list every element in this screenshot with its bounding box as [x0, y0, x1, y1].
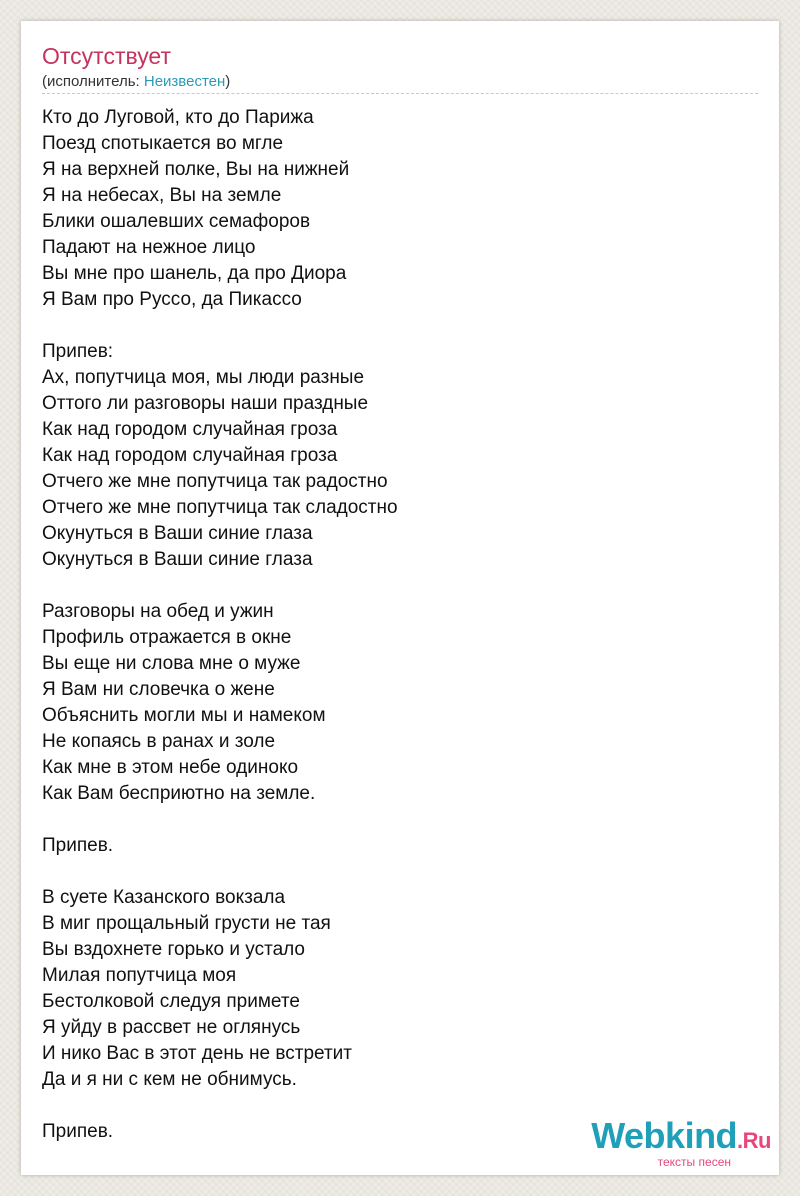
lyrics-line: Припев: — [42, 341, 114, 362]
lyrics-line: Не копаясь в ранах и золе — [42, 731, 276, 752]
lyrics-line: В миг прощальный грусти не тая — [42, 913, 331, 934]
lyrics-line: Вы еще ни слова мне о муже — [42, 653, 301, 674]
song-title: Отсутствует — [42, 43, 171, 69]
lyrics-body — [42, 105, 758, 1145]
lyrics-line: Я Вам про Руссо, да Пикассо — [42, 289, 302, 310]
site-logo[interactable] — [571, 1115, 771, 1171]
lyrics-line: Я на небесах, Вы на земле — [42, 185, 282, 206]
artist-line — [42, 73, 230, 90]
lyrics-line: Как над городом случайная гроза — [42, 419, 338, 440]
lyrics-line: Оттого ли разговоры наши праздные — [42, 393, 369, 414]
lyrics-line: Как мне в этом небе одиноко — [42, 757, 299, 778]
lyrics-line: Падают на нежное лицо — [42, 237, 256, 258]
lyrics-line: Окунуться в Ваши синие глаза — [42, 523, 313, 544]
logo-text — [591, 1115, 771, 1157]
lyrics-line: Милая попутчица моя — [42, 965, 237, 986]
lyrics-line: Припев. — [42, 835, 114, 856]
lyrics-blank-line — [42, 859, 758, 885]
lyrics-line: В суете Казанского вокзала — [42, 887, 286, 908]
lyrics-line: Отчего же мне попутчица так радостно — [42, 471, 388, 492]
lyrics-line: Отчего же мне попутчица так сладостно — [42, 497, 398, 518]
artist-link[interactable]: Неизвестен — [143, 73, 226, 90]
lyrics-line: Да и я ни с кем не обнимусь. — [42, 1069, 297, 1090]
lyrics-line: Ах, попутчица моя, мы люди разные — [42, 367, 365, 388]
title-divider — [42, 93, 758, 94]
lyrics-line: Блики ошалевших семафоров — [42, 211, 311, 232]
lyrics-line: Как над городом случайная гроза — [42, 445, 338, 466]
lyrics-line: Я уйду в рассвет не оглянусь — [42, 1017, 301, 1038]
lyrics-blank-line — [42, 807, 758, 833]
lyrics-line: Я Вам ни словечка о жене — [42, 679, 275, 700]
lyrics-line: Профиль отражается в окне — [42, 627, 292, 648]
lyrics-line: Разговоры на обед и ужин — [42, 601, 274, 622]
artist-suffix: ) — [225, 73, 231, 90]
lyrics-line: Вы мне про шанель, да про Диора — [42, 263, 347, 284]
lyrics-line: Кто до Луговой, кто до Парижа — [42, 107, 314, 128]
artist-prefix: (исполнитель: — [42, 73, 144, 90]
lyrics-blank-line — [42, 573, 758, 599]
logo-word: Webkind — [591, 1115, 738, 1156]
lyrics-line: Вы вздохнете горько и устало — [42, 939, 306, 960]
lyrics-line: Объяснить могли мы и намеком — [42, 705, 326, 726]
lyrics-card — [21, 21, 779, 1175]
logo-tld: .Ru — [737, 1128, 771, 1153]
lyrics-line: Я на верхней полке, Вы на нижней — [42, 159, 350, 180]
lyrics-line: Припев. — [42, 1121, 114, 1142]
lyrics-blank-line — [42, 313, 758, 339]
lyrics-line: Как Вам бесприютно на земле. — [42, 783, 316, 804]
lyrics-line: Поезд спотыкается во мгле — [42, 133, 284, 154]
lyrics-line: И нико Вас в этот день не встретит — [42, 1043, 352, 1064]
logo-subtitle: тексты песен — [657, 1155, 731, 1169]
lyrics-line: Окунуться в Ваши синие глаза — [42, 549, 313, 570]
lyrics-line: Бестолковой следуя примете — [42, 991, 300, 1012]
